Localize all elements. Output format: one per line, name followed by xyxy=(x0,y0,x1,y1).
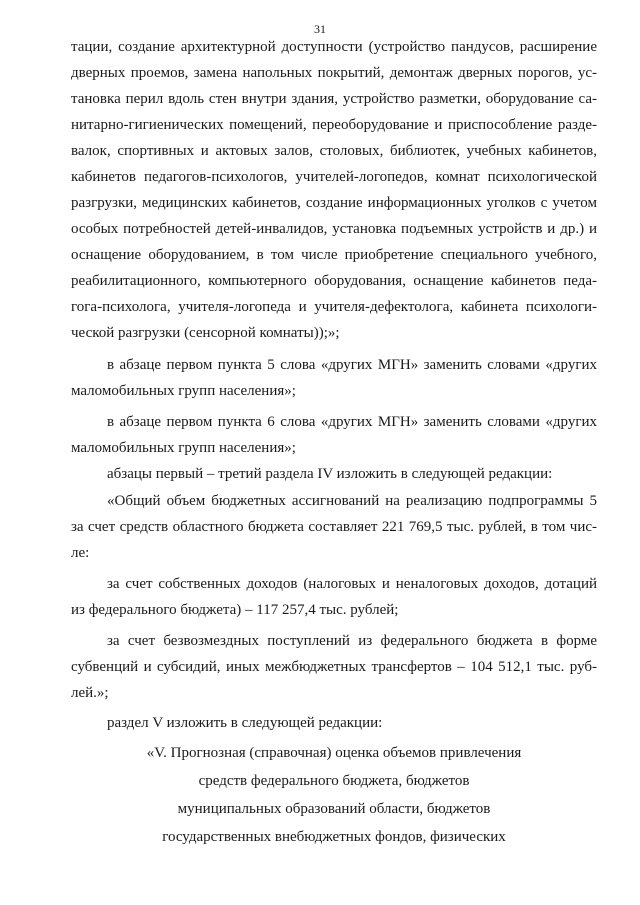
text-line: валок, спортивных и актовых залов, столовых, библиотек, учебных кабинетов, xyxy=(71,143,597,159)
text-line: гога-психолога, учителя-логопеда и учителя-дефектолога, кабинета психологи- xyxy=(71,299,597,315)
section-heading-line: муниципальных образований области, бюджетов xyxy=(177,801,491,817)
section-heading-line: средств федерального бюджета, бюджетов xyxy=(198,773,470,789)
page-number: 31 xyxy=(314,22,326,36)
text-line: лей.»; xyxy=(71,685,109,701)
text-line: оснащение оборудованием, в том числе приобретение специального учебного, xyxy=(71,247,597,263)
paragraph-line: за счет собственных доходов (налоговых и неналоговых доходов, дотаций xyxy=(107,576,597,592)
text-line: разгрузки, медицинских кабинетов, создание информационных уголков с учетом xyxy=(71,195,597,211)
paragraph-line: за счет безвозмездных поступлений из федерального бюджета в форме xyxy=(107,633,597,649)
paragraph-line: в абзаце первом пункта 6 слова «других МГН» заменить словами «других xyxy=(107,414,597,430)
text-line: маломобильных групп населения»; xyxy=(71,383,296,399)
text-line: из федерального бюджета) – 117 257,4 тыс. рублей; xyxy=(71,602,399,618)
text-line: особых потребностей детей-инвалидов, установка подъемных устройств и др.) и xyxy=(71,221,597,237)
text-line: субвенций и субсидий, иных межбюджетных трансфертов – 104 512,1 тыс. руб- xyxy=(71,659,597,675)
section-heading-line: государственных внебюджетных фондов, физических xyxy=(162,829,506,845)
text-line: за счет средств областного бюджета составляет 221 769,5 тыс. рублей, в том чис- xyxy=(71,519,597,535)
text-line: нитарно-гигиенических помещений, переоборудование и приспособление разде- xyxy=(71,117,597,133)
text-line: тации, создание архитектурной доступности (устройство пандусов, расширение xyxy=(71,39,597,55)
text-line: тановка перил вдоль стен внутри здания, устройство разметки, оборудование са- xyxy=(71,91,597,107)
text-line: ле: xyxy=(71,545,90,561)
paragraph-line: «Общий объем бюджетных ассигнований на реализацию подпрограммы 5 xyxy=(107,493,597,509)
text-line: маломобильных групп населения»; xyxy=(71,440,296,456)
text-line: реабилитационного, компьютерного оборудования, оснащение кабинетов педа- xyxy=(71,273,597,289)
text-line: ческой разгрузки (сенсорной комнаты));»; xyxy=(71,325,340,341)
paragraph-line: раздел V изложить в следующей редакции: xyxy=(107,715,383,731)
section-heading-line: «V. Прогнозная (справочная) оценка объемов привлечения xyxy=(146,745,522,761)
text-line: кабинетов педагогов-психологов, учителей-логопедов, комнат психологической xyxy=(71,169,597,185)
paragraph-line: абзацы первый – третий раздела IV изложить в следующей редакции: xyxy=(107,466,553,482)
paragraph-line: в абзаце первом пункта 5 слова «других МГН» заменить словами «других xyxy=(107,357,597,373)
text-line: дверных проемов, замена напольных покрытий, демонтаж дверных порогов, ус- xyxy=(71,65,597,81)
